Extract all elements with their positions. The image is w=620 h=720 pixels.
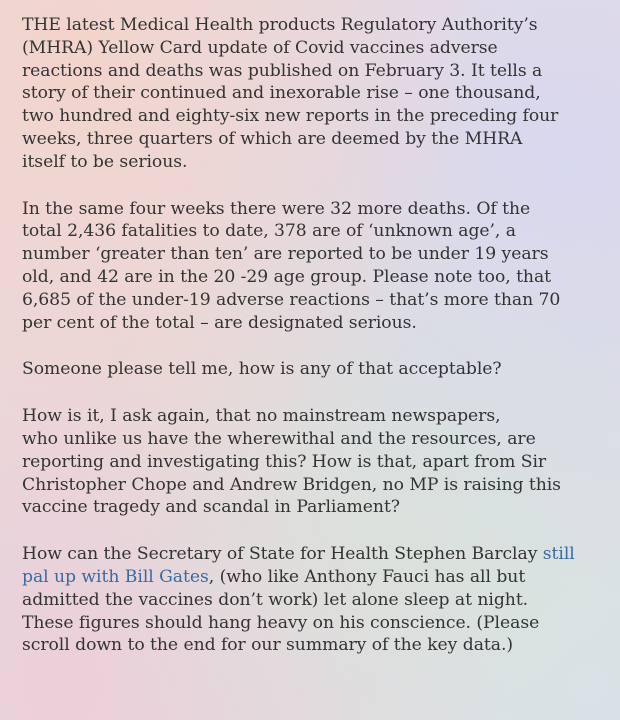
text-line: These figures should hang heavy on his conscience. (Please: [22, 612, 540, 633]
article-body: [22, 14, 618, 681]
text-line: who unlike us have the wherewithal and the resources, are: [22, 428, 536, 449]
text-line: admitted the vaccines don’t work) let alone sleep at night.: [22, 589, 529, 610]
text-line: (MHRA) Yellow Card update of Covid vaccines adverse: [22, 37, 498, 58]
paragraph-4: [22, 405, 618, 519]
text-line: number ‘greater than ten’ are reported to be under 19 years: [22, 244, 549, 265]
text-line: story of their continued and inexorable rise – one thousand,: [22, 83, 541, 104]
text-line: reactions and deaths was published on February 3. It tells a: [22, 60, 543, 81]
text-line: How is it, I ask again, that no mainstream newspapers,: [22, 406, 501, 427]
text-line: per cent of the total – are designated serious.: [22, 312, 417, 333]
text-line: scroll down to the end for our summary of the key data.): [22, 635, 514, 656]
text-line: old, and 42 are in the 20 -29 age group. Please note too, that: [22, 266, 552, 287]
text-line: [22, 543, 618, 566]
still-pal-up-link-part-2[interactable]: pal up with Bill Gates: [22, 566, 209, 587]
text-segment: How can the Secretary of State for Health Stephen Barclay: [22, 544, 543, 565]
paragraph-3: [22, 358, 618, 381]
text-line: vaccine tragedy and scandal in Parliament?: [22, 497, 400, 518]
text-line: weeks, three quarters of which are deemed by the MHRA: [22, 128, 523, 149]
text-line: two hundred and eighty-six new reports in the preceding four: [22, 106, 559, 127]
text-line: THE latest Medical Health products Regulatory Authority’s: [22, 15, 538, 35]
text-line: 6,685 of the under-19 adverse reactions – that’s more than 70: [22, 289, 561, 310]
text-line: reporting and investigating this? How is that, apart from Sir: [22, 451, 547, 472]
text-line: Christopher Chope and Andrew Bridgen, no MP is raising this: [22, 474, 561, 495]
paragraph-1: [22, 14, 618, 174]
still-pal-up-link-part-1[interactable]: still: [542, 544, 575, 565]
text-segment: , (who like Anthony Fauci has all but: [208, 566, 526, 587]
text-line: total 2,436 fatalities to date, 378 are of ‘unknown age’, a: [22, 221, 516, 242]
paragraph-5: [22, 543, 618, 657]
paragraph-2: [22, 198, 618, 335]
text-line: [22, 566, 618, 589]
text-line: Someone please tell me, how is any of that acceptable?: [22, 359, 502, 380]
text-line: In the same four weeks there were 32 more deaths. Of the: [22, 198, 531, 219]
text-line: itself to be serious.: [22, 151, 188, 172]
